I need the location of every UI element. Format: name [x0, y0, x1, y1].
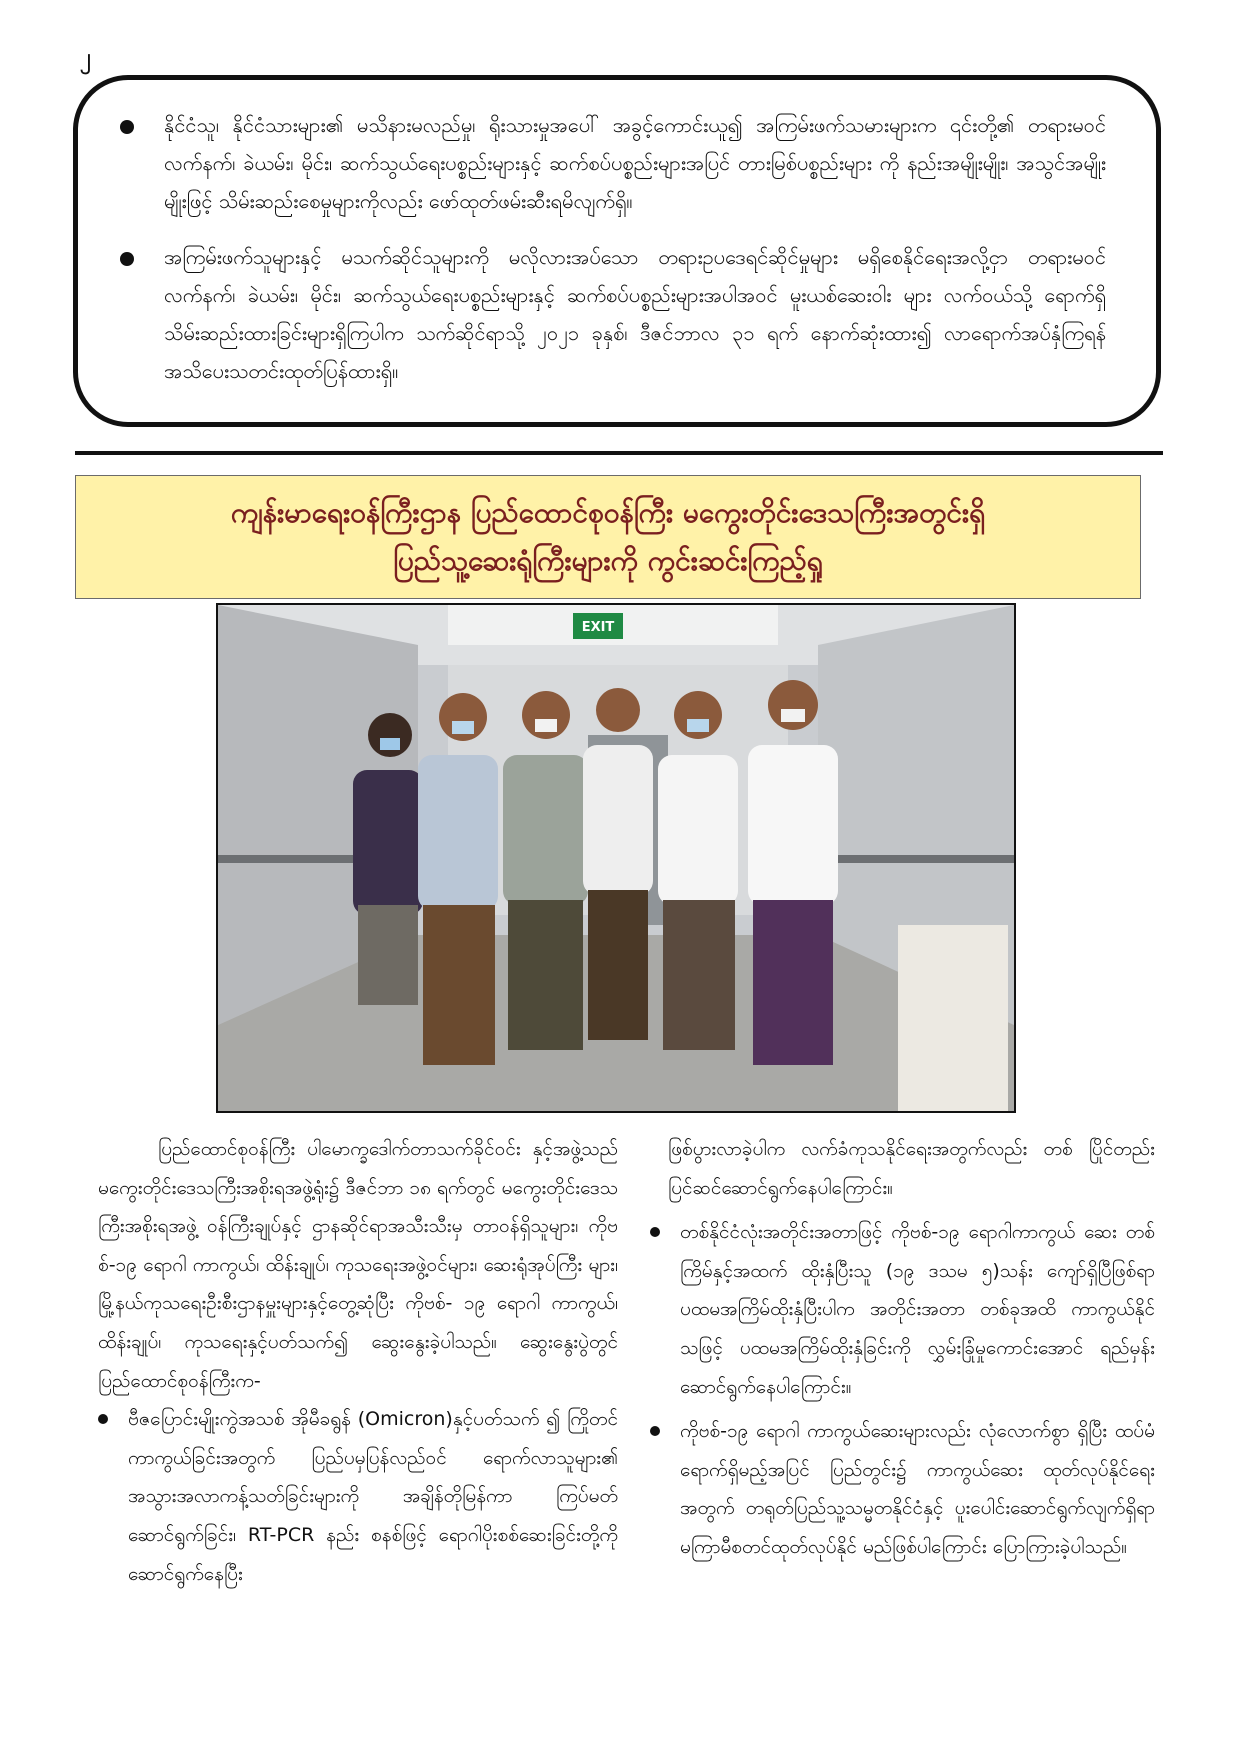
notice-item	[120, 106, 1106, 220]
list-item-text: တစ်နိုင်ငံလုံးအတိုင်းအတာဖြင့် ကိုဗစ်-၁၉ ရောဂါကာကွယ် ဆေး တစ်ကြိမ်နှင့်အထက် ထိုးနှံပြီးသူ (၁၉ ဒသမ ၅)သန်း ကျော်ရှိပြီဖြစ်ရာ ပထမအကြိမ်ထိုးနှံပြီးပါက အတိုင်းအတာ တစ်ခုအထိ ကာကွယ်နိုင်သဖြင့် ပထမအကြိမ်ထိုးနှံခြင်းကို လွှမ်းခြုံမှုကောင်းအောင် ရည်မှန်းဆောင်ရွက်နေပါကြောင်း။	[680, 1221, 1155, 1398]
bullet-icon	[650, 1426, 660, 1436]
exit-sign-text: EXIT	[581, 620, 615, 635]
headline-line-2: ပြည်သူ့ဆေးရုံကြီးများကို ကွင်းဆင်းကြည့်ရှု	[393, 544, 823, 577]
headline-box	[75, 475, 1141, 599]
article-column-right	[650, 1130, 1155, 1573]
notice-text: နိုင်ငံသူ၊ နိုင်ငံသားများ၏ မသိနားမလည်မှု၊ ရိုးသားမှုအပေါ် အခွင့်ကောင်းယူ၍ အကြမ်းဖက်သမားများက ၎င်းတို့၏ တရားမဝင် လက်နက်၊ ခဲယမ်း၊ မိုင်း၊ ဆက်သွယ်ရေးပစ္စည်းများနှင့် ဆက်စပ်ပစ္စည်းများအပြင် တားမြစ်ပစ္စည်းများ ကို နည်းအမျိုးမျိုး၊ အသွင်အမျိုးမျိုးဖြင့် သိမ်းဆည်းစေမှုများကိုလည်း ဖော်ထုတ်ဖမ်းဆီးရမိလျက်ရှိ။	[164, 113, 1106, 213]
bullet-icon	[98, 1414, 108, 1424]
list-item	[650, 1213, 1155, 1406]
bullet-icon	[120, 120, 134, 134]
notice-item	[120, 238, 1106, 390]
list-item-text: ကိုဗစ်-၁၉ ရောဂါ ကာကွယ်ဆေးများလည်း လုံလောက်စွာ ရှိပြီး ထပ်မံရောက်ရှိမည့်အပြင် ပြည်တွင်း၌ ကာကွယ်ဆေး ထုတ်လုပ်နိုင်ရေးအတွက် တရုတ်ပြည်သူ့သမ္မတနိုင်ငံနှင့် ပူးပေါင်းဆောင်ရွက်လျက်ရှိရာ မကြာမီစတင်ထုတ်လုပ်နိုင် မည်ဖြစ်ပါကြောင်း ပြောကြားခဲ့ပါသည်။	[680, 1420, 1155, 1558]
news-photo	[216, 603, 1016, 1113]
article-column-left	[98, 1130, 618, 1599]
list-item	[650, 1412, 1155, 1566]
page-number: ၂	[80, 45, 91, 70]
notice-box	[73, 75, 1161, 427]
notice-text: အကြမ်းဖက်သူများနှင့် မသက်ဆိုင်သူများကို မလိုလားအပ်သော တရားဥပဒေရင်ဆိုင်မှုများ မရှိစေနိုင်ရေးအလို့ငှာ တရားမဝင် လက်နက်၊ ခဲယမ်း၊ မိုင်း၊ ဆက်သွယ်ရေးပစ္စည်းများနှင့် ဆက်စပ်ပစ္စည်းများအပါအဝင် မူးယစ်ဆေးဝါး များ လက်ဝယ်သို့ ရောက်ရှိသိမ်းဆည်းထားခြင်းများရှိကြပါက သက်ဆိုင်ရာသို့ ၂၀၂၁ ခုနှစ်၊ ဒီဇင်ဘာလ ၃၁ ရက် နောက်ဆုံးထား၍ လာရောက်အပ်နှံကြရန် အသိပေးသတင်းထုတ်ပြန်ထားရှိ။	[164, 245, 1106, 383]
bullet-icon	[120, 252, 134, 266]
list-item	[98, 1400, 618, 1593]
bullet-icon	[650, 1227, 660, 1237]
section-divider	[75, 451, 1163, 455]
article-intro: ပြည်ထောင်စုဝန်ကြီး ပါမောက္ခဒေါက်တာသက်ခိုင်ဝင်း နှင့်အဖွဲ့သည် မကွေးတိုင်းဒေသကြီးအစိုးရအဖွဲ့ရုံး၌ ဒီဇင်ဘာ ၁၈ ရက်တွင် မကွေးတိုင်းဒေသကြီးအစိုးရအဖွဲ့ ဝန်ကြီးချုပ်နှင့် ဌာနဆိုင်ရာအသီးသီးမှ တာဝန်ရှိသူများ၊ ကိုဗစ်-၁၉ ရောဂါ ကာကွယ်၊ ထိန်းချုပ်၊ ကုသရေးအဖွဲ့ဝင်များ၊ ဆေးရုံအုပ်ကြီး များ၊ မြို့နယ်ကုသရေးဦးစီးဌာနမှူးများနှင့်တွေ့ဆုံပြီး ကိုဗစ်- ၁၉ ရောဂါ ကာကွယ်၊ ထိန်းချုပ်၊ ကုသရေးနှင့်ပတ်သက်၍ ဆွေးနွေးခဲ့ပါသည်။ ဆွေးနွေးပွဲတွင် ပြည်ထောင်စုဝန်ကြီးက-	[98, 1138, 618, 1392]
headline-line-1: ကျန်းမာရေးဝန်ကြီးဌာန ပြည်ထောင်စုဝန်ကြီး မကွေးတိုင်းဒေသကြီးအတွင်းရှိ	[230, 496, 986, 529]
list-item-text: ဗီဇပြောင်းမျိုးကွဲအသစ် အိုမီခရွန် (Omicron)နှင့်ပတ်သက် ၍ ကြိုတင်ကာကွယ်ခြင်းအတွက် ပြည်ပမှပြန်လည်ဝင် ရောက်လာသူများ၏ အသွားအလာကန့်သတ်ခြင်းများကို အချိန်တိုမြန်ကာ ကြပ်မတ်ဆောင်ရွက်ခြင်း၊ RT-PCR နည်း စနစ်ဖြင့် ရောဂါပိုးစစ်ဆေးခြင်းတို့ကို ဆောင်ရွက်နေပြီး	[128, 1408, 618, 1585]
article-continuation: ဖြစ်ပွားလာခဲ့ပါက လက်ခံကုသနိုင်ရေးအတွက်လည်း တစ် ပြိုင်တည်းပြင်ဆင်ဆောင်ရွက်နေပါကြောင်း။	[668, 1138, 1155, 1199]
